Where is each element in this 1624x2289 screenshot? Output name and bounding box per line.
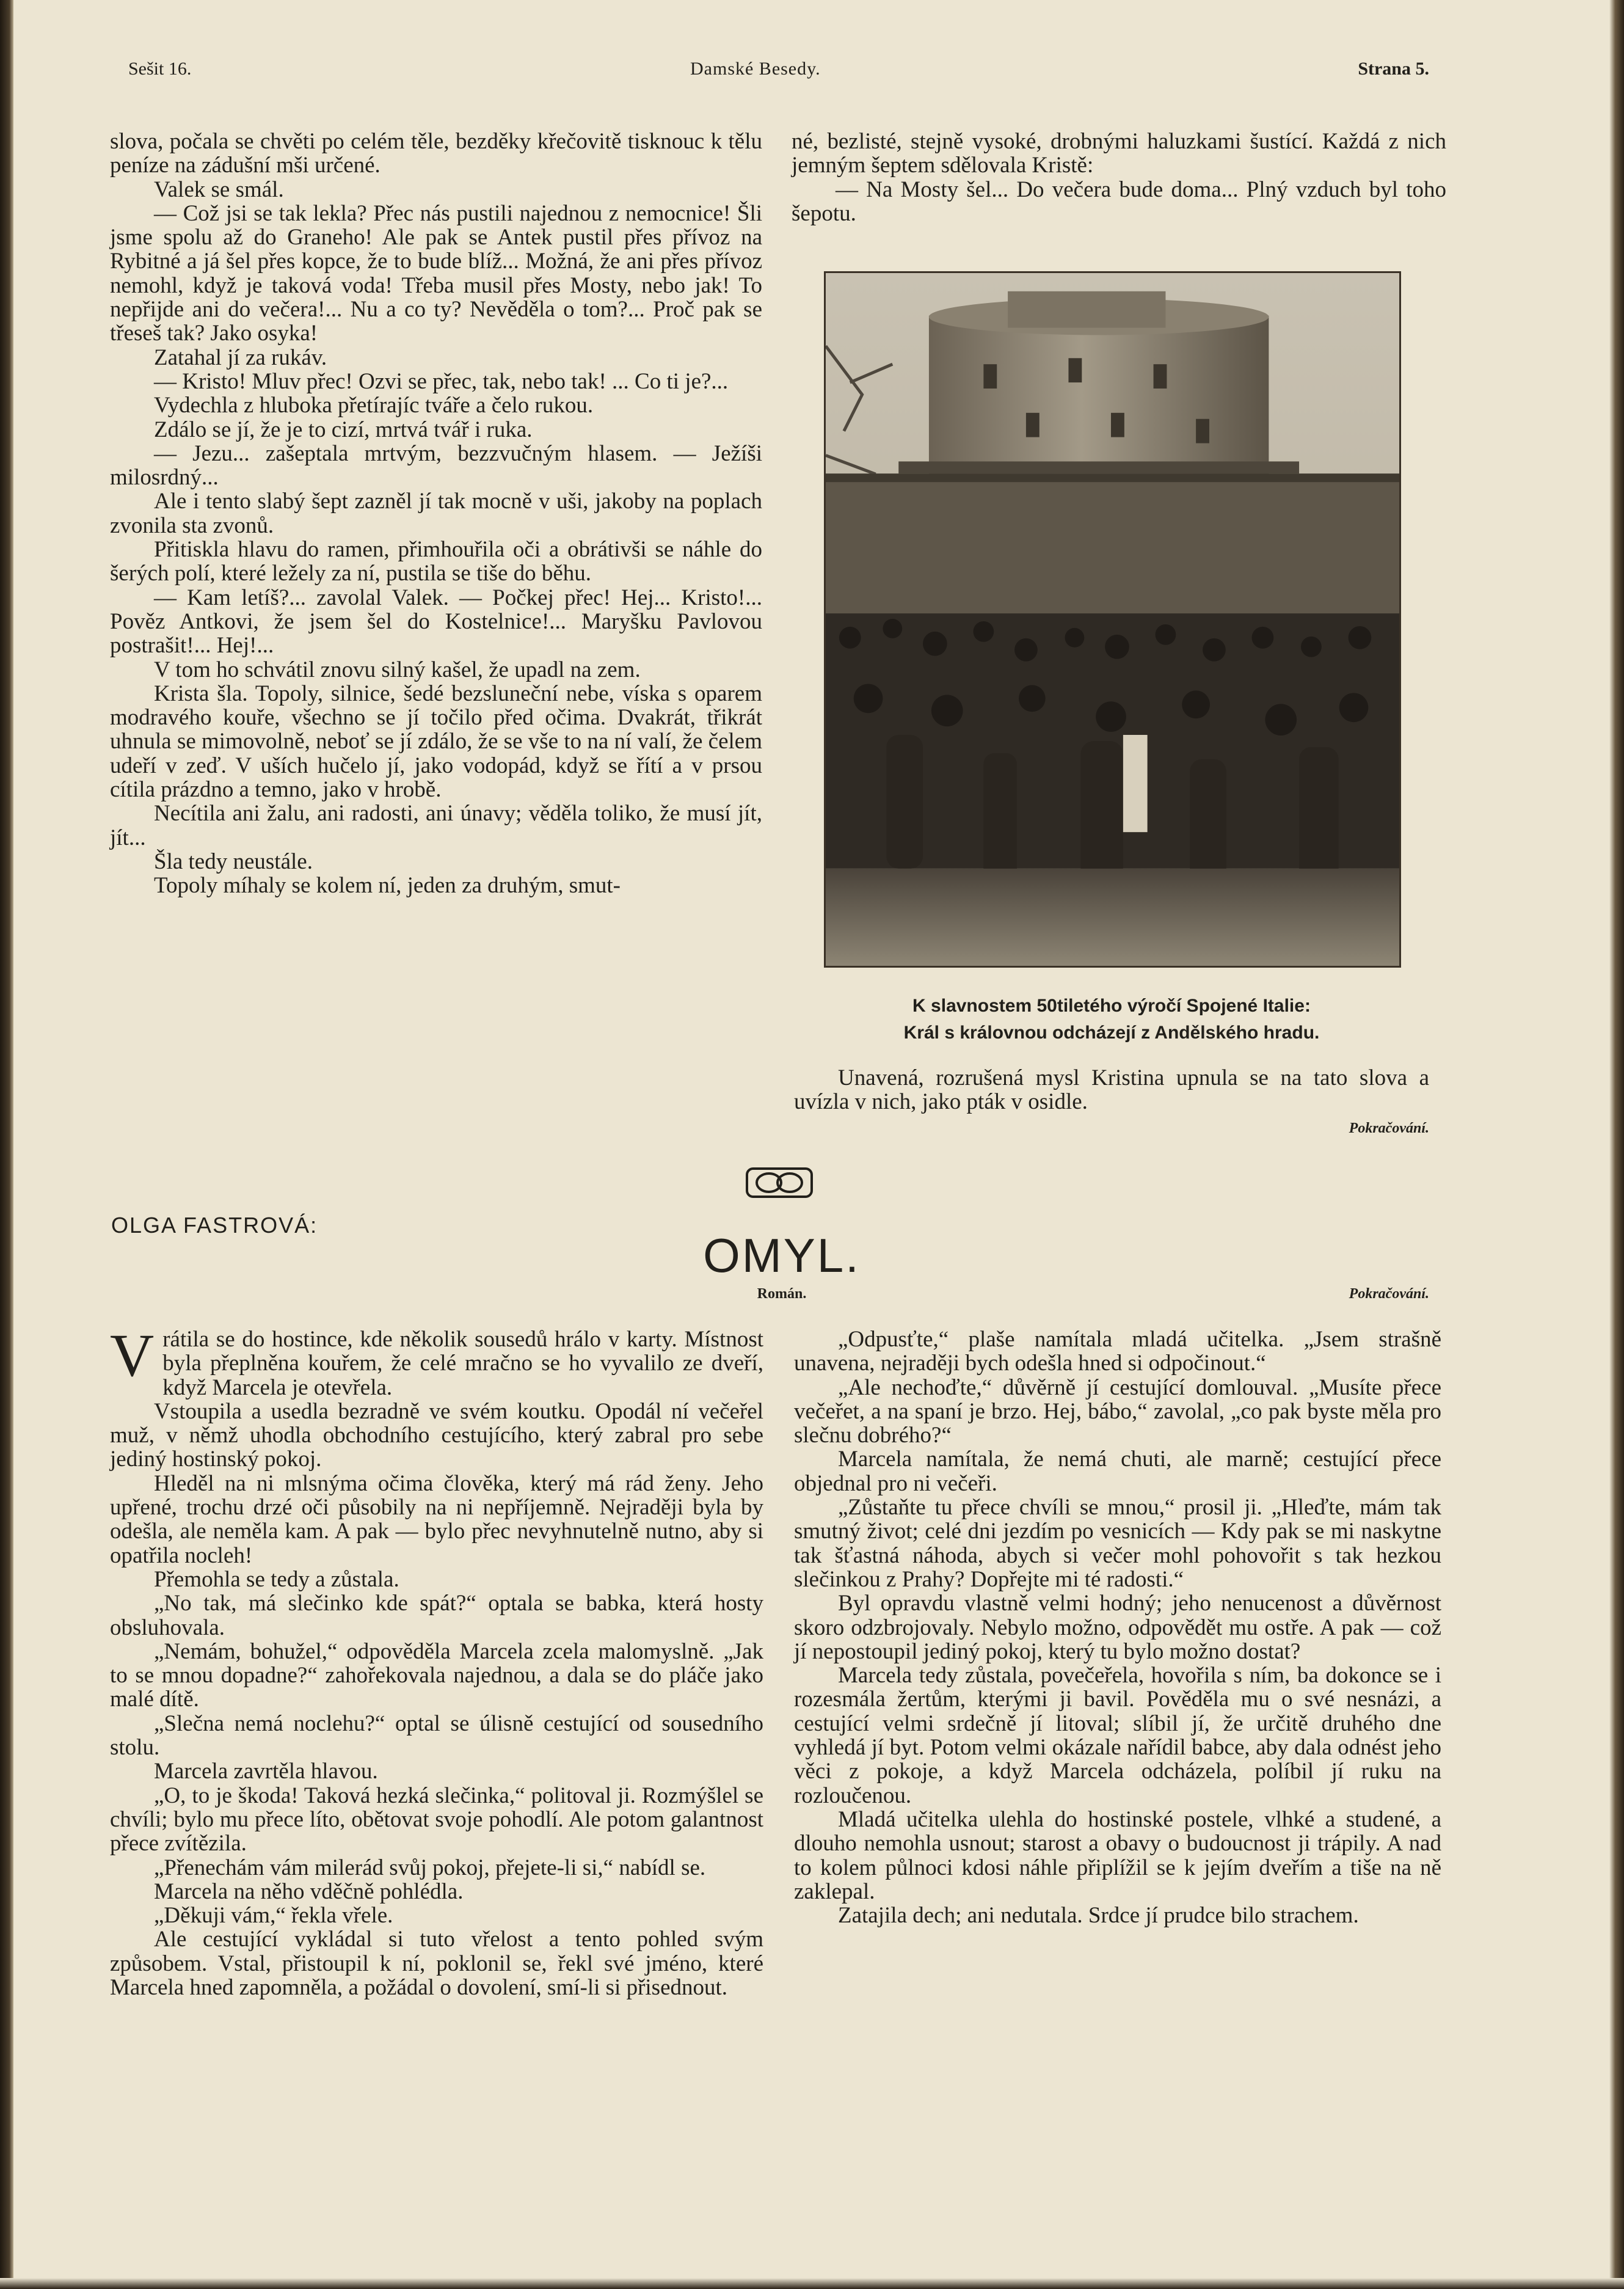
running-head — [110, 59, 1429, 86]
paragraph: Přemohla se tedy a zůstala. — [154, 1566, 399, 1592]
paragraph: — Kristo! Mluv přec! Ozvi se přec, tak, nebo tak! ... Co ti je?... — [154, 368, 729, 394]
paragraph: Byl opravdu vlastně velmi hodný; jeho nenucenost a důvěrnost skoro odzbrojovaly. Nebylo možno, odpovědět mu ostře. A pak — což jí nepostoupil jediný pokoj, který tu bylo možno dostat? — [794, 1591, 1441, 1664]
omyl-left-column — [110, 1321, 763, 2001]
paragraph: — Na Mosty šel... Do večera bude doma... Plný vzduch byl toho šepotu. — [792, 177, 1446, 226]
paragraph: „Odpusťte,“ plaše namítala mladá učitelka. „Jsem strašně unavena, nejraději bych odešla hned si odpočinout.“ — [794, 1327, 1441, 1376]
page-bottom-edge — [0, 2278, 1624, 2289]
drop-cap: V — [110, 1321, 155, 1389]
continued-marker: Pokračování. — [1349, 1120, 1429, 1136]
photo-caption — [806, 993, 1417, 1046]
paragraph: Necítila ani žalu, ani radosti, ani únavy; věděla toliko, že musí jít, jít... — [110, 801, 762, 850]
paragraph: Přitiskla hlavu do ramen, přimhouřila oči a obrátivši se náhle do šerých polí, které ležely za ní, pustila se tiše do běhu. — [110, 537, 762, 586]
paragraph: „Přenechám vám milerád svůj pokoj, přejete-li si,“ nabídl se. — [154, 1855, 706, 1880]
paragraph: Zdálo se jí, že je to cizí, mrtvá tvář i ruka. — [154, 417, 533, 442]
paragraph: né, bezlisté, stejně vysoké, drobnými haluzkami šustící. Každá z nich jemným šeptem sdělovala Kristě: — [792, 129, 1446, 178]
author-name: OLGA FASTROVÁ: — [111, 1213, 318, 1238]
paragraph: Ale cestující vykládal si tuto vřelost a tento pohled svým způsobem. Vstal, přistoupil k ní, poklonil se, řekl své jméno, které Marcela hned zapomněla, a požádal o dovolení, smí-li si přisednout. — [110, 1927, 763, 2001]
paragraph: Zatajila dech; ani nedutala. Srdce jí prudce bilo strachem. — [838, 1903, 1359, 1929]
photo-illustration — [826, 273, 1399, 966]
paragraph: Marcela tedy zůstala, povečeřela, hovořila s ním, ba dokonce se i rozesmála žertům, kterými ji bavil. Pověděla mu o své nesnázi, a cestující velmi srdečně jí litoval; slíbil jí, že určitě druhého dne vyhledá jí byt. Potom velmi okázale nařídil babce, aby dala odnést jeho věci z pokoje, a když Marcela odcházela, políbil jí ruku na rozloučenou. — [794, 1663, 1441, 1808]
paragraph: Valek se smál. — [154, 177, 284, 202]
paragraph: Zatahal jí za rukáv. — [154, 345, 327, 370]
paragraph: V tom ho schvátil znovu silný kašel, že upadl na zem. — [154, 657, 641, 682]
omyl-right-column — [794, 1327, 1441, 1927]
paragraph: Krista šla. Topoly, silnice, šedé bezsluneční nebe, víska s oparem modravého kouře, všechno se jí točilo před očima. Dvakrát, třikrát uhnula se mimovolně, neboť se jí zdálo, že se vše to na ní valí, že čelem udeří v zeď. V uších hučelo jí, jako vodopád, když se řítí a v prsou cítila prázdno a temno, jako v hrobě. — [110, 681, 762, 803]
story-title: OMYL. — [703, 1228, 861, 1282]
story1-left-column — [110, 130, 762, 898]
paragraph: „Děkuji vám,“ řekla vřele. — [154, 1903, 393, 1929]
caption-line-1: K slavnostem 50tiletého výročí Spojené Italie: — [912, 996, 1311, 1016]
paragraph: Unavená, rozrušená mysl Kristina upnula se na tato slova a uvízla v nich, jako pták v osidle. — [794, 1065, 1429, 1115]
first-paragraph-text: rátila se do hostince, kde několik sousedů hrálo v karty. Místnost byla přeplněna kouřem, že celé mračno se ho vyvalilo ze dveří, když Marcela je otevřela. — [162, 1327, 763, 1400]
paragraph: „O, to je škoda! Taková hezká slečinka,“ politoval ji. Rozmýšlel se chvíli; bylo mu přece líto, obětovat svoje pohodlí. Ale potom galantnost přece zvítězila. — [110, 1783, 763, 1856]
page-binding-edge — [0, 0, 13, 2289]
paragraph: Marcela zavrtěla hlavou. — [154, 1759, 378, 1784]
paragraph: Marcela namítala, že nemá chuti, ale marně; cestující přece objednal pro ni večeři. — [794, 1447, 1441, 1496]
caption-line-2: Král s královnou odcházejí z Andělského hradu. — [903, 1023, 1320, 1043]
magazine-title: Damské Besedy. — [690, 59, 821, 79]
photograph-castle-crowd — [824, 271, 1401, 968]
paragraph: Ale i tento slabý šept zazněl jí tak mocně v uši, jakoby na poplach zvonila sta zvonů. — [110, 489, 762, 538]
paragraph: slova, počala se chvěti po celém těle, bezděky křečovitě tisknouc k tělu peníze na zádušní mši určené. — [110, 129, 762, 178]
paragraph: „Nemám, bohužel,“ odpověděla Marcela zcela malomyslně. „Jak to se mnou dopadne?“ zahořekovala najednou, a dala se do pláče jako malé dítě. — [110, 1638, 763, 1712]
paragraph: Marcela na něho vděčně pohlédla. — [154, 1878, 464, 1904]
paragraph: Vydechla z hluboka přetírajíc tváře a čelo rukou. — [154, 393, 594, 418]
paragraph: — Jezu... zašeptala mrtvým, bezzvučným hlasem. — Ježíši milosrdný... — [110, 440, 762, 491]
paragraph: Vstoupila a usedla bezradně ve svém koutku. Opodál ní večeřel muž, v němž uhodla obchodního cestujícího, který zabral pro sebe jediný hostinský pokoj. — [110, 1398, 763, 1472]
paragraph-first — [110, 1321, 763, 1400]
story-subtitle: Román. — [757, 1286, 807, 1302]
paragraph: „Zůstaňte tu přece chvíli se mnou,“ prosil ji. „Hleďte, mám tak smutný život; celé dni jezdím po vesnicích — Kdy pak se mi naskytne tak šťastná náhoda, abych si večer mohl pohovořit s tak hezkou slečinkou z Prahy? Dopřejte mi té radosti.“ — [794, 1495, 1441, 1592]
paragraph: Mladá učitelka ulehla do hostinské postele, vlhké a studené, a dlouho nemohla usnout; starost a obavy o budoucnost ji trápily. A nad to kolem půlnoci kdosi náhle připlížil se k jejím dveřím a tiše na ně zaklepal. — [794, 1806, 1441, 1904]
ornament-divider-icon — [746, 1167, 813, 1198]
paragraph: Hleděl na ni mlsnýma očima člověka, který má rád ženy. Jeho upřené, trochu drzé oči působily na ni nepříjemně. Nejraději byla by odešla, ale neměla kam. A pak — bylo přec nevyhnutelně nutno, aby si opatřila nocleh! — [110, 1470, 763, 1568]
paragraph: — Což jsi se tak lekla? Přec nás pustili najednou z nemocnice! Šli jsme spolu až do Graneho! Ale pak se Antek pustil přes přívoz na Rybitné a já šel přes kopce, že to bude blíž... Možná, že ani přes přívoz nemohl, když je taková voda! Třeba musil přes Mosty, nebo jak! To nepřijde ani do večera!... Nu a co ty? Nevěděla o tom?... Proč pak se třeseš tak? Jako osyka! — [110, 200, 762, 346]
issue-number: Sešit 16. — [128, 59, 192, 79]
story1-right-column — [792, 130, 1446, 225]
paragraph: Topoly míhaly se kolem ní, jeden za druhým, smut- — [154, 873, 621, 899]
paragraph: „Ale nechoďte,“ důvěrně jí cestující domlouval. „Musíte přece večeřet, a na spaní je brzo. Hej, bábo,“ zavolal, „co pak byste měla pro slečnu dobrého?“ — [794, 1374, 1441, 1448]
continued-marker: Pokračování. — [1349, 1286, 1429, 1302]
paragraph: Šla tedy neustále. — [154, 849, 313, 874]
page-number: Strana 5. — [1358, 59, 1429, 79]
story1-ending — [794, 1066, 1429, 1141]
paragraph: „Slečna nemá noclehu?“ optal se úlisně cestující od sousedního stolu. — [110, 1710, 763, 1761]
paragraph: „No tak, má slečinko kde spát?“ optala se babka, která hosty obsluhovala. — [110, 1591, 763, 1640]
paragraph: — Kam letíš?... zavolal Valek. — Počkej přec! Hej... Kristo!... Pověz Antkovi, že jsem šel do Kostelnice!... Maryšku Pavlovou postrašit!... Hej!... — [110, 585, 762, 659]
page-right-edge — [1609, 0, 1624, 2289]
